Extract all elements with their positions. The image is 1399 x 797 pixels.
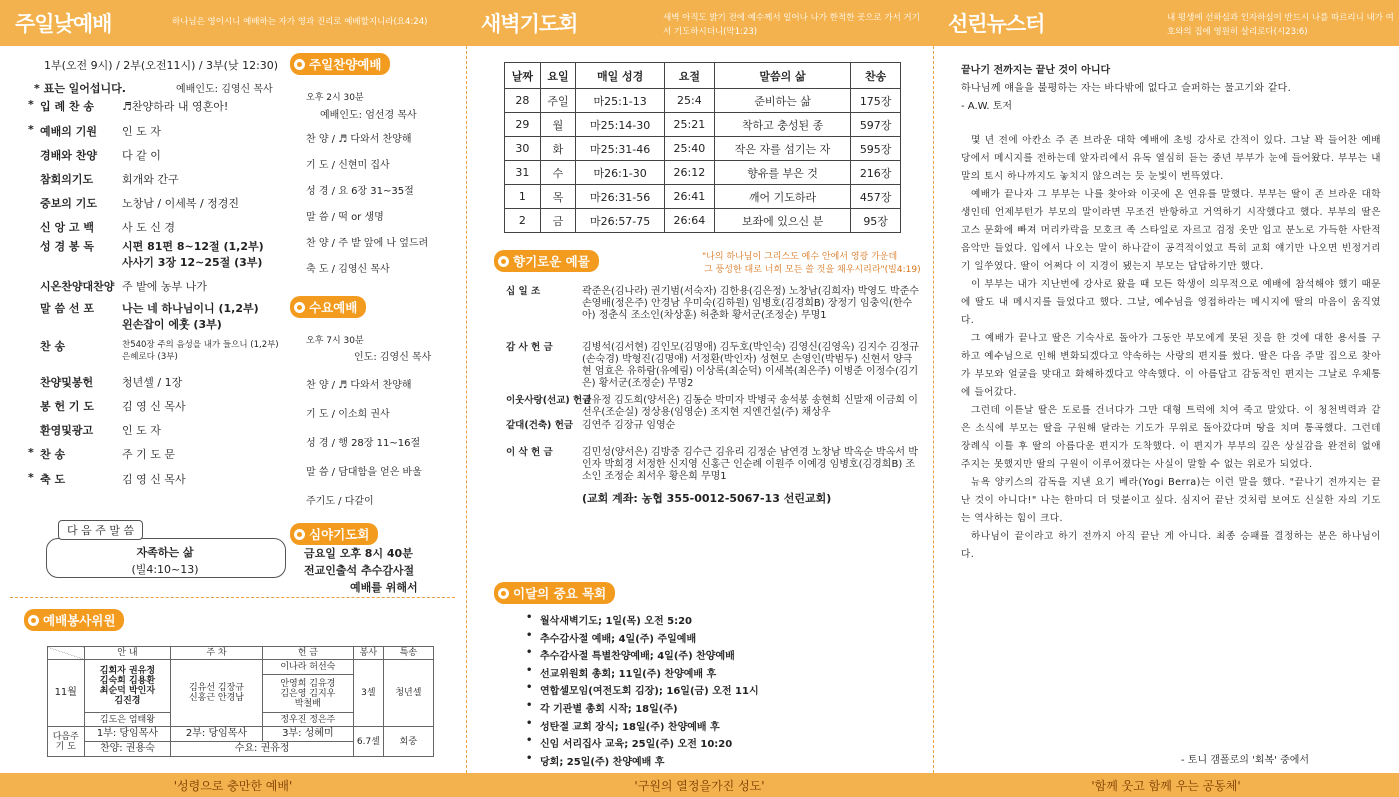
order-item-label: 입 례 찬 송 bbox=[40, 100, 94, 113]
column-heading: 끝나기 전까지는 끝난 것이 아니다 bbox=[961, 65, 1111, 76]
night-prayer-label: 심야기도회 bbox=[290, 523, 378, 545]
dawn-cell: 30 bbox=[505, 137, 541, 161]
column-quote: 하나님께 얘을을 불평하는 자는 바다밖에 없다고 슬퍼하는 물고기와 같다. bbox=[961, 83, 1292, 94]
order-item-label: 참회의기도 bbox=[40, 173, 94, 186]
order-item-label: 말 씀 선 포 bbox=[40, 302, 94, 315]
dawn-title: 새벽기도회 bbox=[481, 12, 578, 36]
footer-1: '성령으로 충만한 예배' bbox=[0, 773, 466, 797]
event-item: • 각 기관별 총회 시작; 18일(주) bbox=[540, 700, 678, 715]
dawn-cell: 216장 bbox=[851, 161, 901, 185]
column-body bbox=[961, 132, 1381, 564]
praise-item: 말 씀 / 떡 or 생명 bbox=[306, 212, 384, 223]
offering-type: 이웃사랑(선교) 헌금 bbox=[506, 395, 592, 406]
dawn-cell: 마25:31-46 bbox=[576, 137, 665, 161]
praise-item: 찬 양 / 주 밭 앞에 나 엎드려 bbox=[306, 238, 429, 249]
offering-names: 김민성(양서은) 김방중 김수근 김유리 김정순 남연경 노창남 박옥순 박옥서 박인자 박희경 서정한 신지영 신홍근 인순례 이원주 이예경 임병호(김경희B) 조소인 조정순 최서우 황은희 무명1 bbox=[582, 447, 918, 482]
dawn-cell: 마26:57-75 bbox=[576, 209, 665, 233]
order-item-label: 성 경 봉 독 bbox=[40, 240, 94, 253]
dawn-cell: 월 bbox=[540, 113, 576, 137]
offering-names: 권유정 김도희(양서은) 김동순 박미자 박병국 송석봉 송현희 신말재 이금희 이선우(조순실) 정상용(임영순) 조지현 지엔건설(주) 채상우 bbox=[582, 395, 918, 418]
offering-verse-2: 그 풍성한 대로 너희 모든 쓸 것을 채우시리라"(빌4:19) bbox=[704, 265, 921, 275]
dawn-cell: 1 bbox=[505, 185, 541, 209]
column-paragraph: 그 예배가 끝나고 딸은 기숙사로 돌아가 그동안 부모에게 못된 짓을 한 것에 대한 용서를 구하고 예수님으로 인해 변화되겠다고 약속하는 사랑의 편지를 썼다. 딸은 다음 주말 집으로 찾아가 부모와 얼굴을 맞대고 화해하겠다고 약속했다. 이 아름답고 감동적인 편지는 그날로 우체통에 들어갔다. bbox=[961, 333, 1381, 398]
order-item-value: 찬540장 주의 음성을 내가 들으니 (1,2부) 은혜로다 (3부) bbox=[122, 340, 279, 362]
wed-time: 오후 7시 30분 bbox=[306, 336, 364, 346]
dawn-row bbox=[505, 209, 901, 233]
order-item-label: 봉 헌 기 도 bbox=[40, 400, 94, 413]
wed-item: 주기도 / 다같이 bbox=[306, 496, 374, 507]
order-item-value: 김 영 신 목사 bbox=[122, 400, 186, 413]
event-item: • 성탄절 교회 장식; 18일(주) 찬양예배 후 bbox=[540, 718, 720, 733]
praise-item: 기 도 / 신현미 집사 bbox=[306, 160, 390, 171]
bank-account: (교회 계좌: 농협 355-0012-5067-13 선린교회) bbox=[582, 492, 832, 505]
column-paragraph: 몇 년 전에 아칸소 주 존 브라운 대학 예배에 초빙 강사로 간적이 있다. 그날 꽉 들어찬 예배당에서 메시지를 전하는데 앞자리에서 유독 열심히 듣는 중년 부부가 눈에 들어왔다. 부부는 내 말의 토시 하나까지도 놓치지 않으려는 듯 눈빛이 번뜩였다. bbox=[961, 135, 1381, 182]
dawn-cell: 26:41 bbox=[664, 185, 714, 209]
dawn-cell: 화 bbox=[540, 137, 576, 161]
column-source: - 토니 갬폴로의 '회복' 중에서 bbox=[1181, 755, 1310, 766]
footer-2: '구원의 열정을가진 성도' bbox=[466, 773, 933, 797]
dawn-cell: 31 bbox=[505, 161, 541, 185]
dawn-cell: 수 bbox=[540, 161, 576, 185]
offering-verse-1: "나의 하나님이 그리스도 예수 안에서 영광 가운데 bbox=[702, 252, 898, 262]
sunday-title: 주일낮예배 bbox=[15, 12, 112, 36]
wed-item: 기 도 / 이소희 권사 bbox=[306, 409, 390, 420]
dawn-cell: 준비하는 삶 bbox=[714, 89, 850, 113]
standing-mark: * bbox=[28, 123, 34, 136]
dawn-cell: 깨어 기도하라 bbox=[714, 185, 850, 209]
order-item-value: 다 같 이 bbox=[122, 149, 161, 162]
dawn-cell: 175장 bbox=[851, 89, 901, 113]
wed-item: 찬 양 / ♬ 다와서 찬양해 bbox=[306, 380, 412, 391]
offering-names: 김병석(김서현) 김인모(김명애) 김두호(박인숙) 김영신(김영옥) 김지수 김정규(손숙경) 박형진(김명애) 서정환(박인자) 성현모 손영인(박범두) 신현서 양극현 엄효은 유하람(유예림) 이상록(최순덕) 이세복(최은주) 이병준 이정수(김기은) 황서군(조정순) 무명2 bbox=[582, 342, 919, 389]
order-item-value: 주 기 도 문 bbox=[122, 448, 175, 461]
dawn-cell: 주일 bbox=[540, 89, 576, 113]
offering-type: 감 사 헌 금 bbox=[506, 342, 553, 353]
dawn-cell: 마25:1-13 bbox=[576, 89, 665, 113]
dawn-cell: 595장 bbox=[851, 137, 901, 161]
dawn-table bbox=[504, 62, 901, 233]
dawn-verse: 새벽 아직도 밝기 전에 예수께서 일어나 나가 한적한 곳으로 가서 거기서 기도하시더니(막1:23) bbox=[663, 13, 920, 37]
dawn-cell: 29 bbox=[505, 113, 541, 137]
dawn-cell: 28 bbox=[505, 89, 541, 113]
volunteers-label: 예배봉사위원 bbox=[24, 609, 124, 631]
order-item-value: 인 도 자 bbox=[122, 424, 161, 437]
order-item-value: 주 밭에 농부 나가 bbox=[122, 280, 207, 293]
order-item-label: 환영및광고 bbox=[40, 424, 94, 437]
dawn-cell: 457장 bbox=[851, 185, 901, 209]
column-verse: 내 평생에 선하심과 인자하심이 반드시 나를 따르리니 내가 여호와의 집에 영원히 살리로다(시23:6) bbox=[1167, 13, 1394, 37]
offering-type: 같대(건축) 헌금 bbox=[506, 420, 574, 431]
offering-names: 곽준은(김나라) 권기범(서숙자) 김한용(김은정) 노창남(김희자) 박영도 박준수 손영배(정은주) 안경남 우미숙(김하원) 임병호(김경희B) 장정기 임충익(한수아) 정춘식 조소인(차상훈) 허춘화 황서군(조정순) 무명1 bbox=[582, 286, 919, 321]
order-item-label: 찬 송 bbox=[40, 340, 66, 353]
dawn-row bbox=[505, 185, 901, 209]
dawn-column-header: 매일 성경 bbox=[576, 63, 665, 89]
column-paragraph: 이 부부는 내가 지난번에 강사로 왔을 때 모든 학생이 의무적으로 예배에 참석해야 했기 때문에 딸도 내 메시지를 들었다고 했다. 그날, 예수님을 영접하라는 메시지에 딸의 마음이 움직였다. bbox=[961, 279, 1381, 326]
order-item-label: 신 앙 고 백 bbox=[40, 221, 94, 234]
order-item-value: 시편 81편 8~12절 (1,2부) 사사기 3장 12~25절 (3부) bbox=[122, 240, 264, 269]
sunday-panel bbox=[0, 0, 466, 797]
standing-mark: * bbox=[28, 446, 34, 459]
wednesday-label: 수요예배 bbox=[290, 296, 366, 318]
divider bbox=[10, 597, 455, 598]
praise-leader: 예배인도: 엄선경 목사 bbox=[320, 110, 417, 121]
praise-service-label: 주일찬양예배 bbox=[290, 53, 390, 75]
dawn-header bbox=[466, 0, 933, 46]
column-quote-author: - A.W. 토저 bbox=[961, 101, 1013, 112]
order-item-value: 사 도 신 경 bbox=[122, 221, 175, 234]
dawn-cell: 마25:14-30 bbox=[576, 113, 665, 137]
column-paragraph: 그런데 이튿날 딸은 도로를 건너다가 그만 대형 트럭에 치여 죽고 말았다. 이 청천벽력과 같은 소식에 부모는 딸을 구원해 달라는 기도가 무위로 돌아갔다며 땅을 치며 통곡했다. 그런데 장례식 이틀 후 딸의 아름다운 편지가 도착했다. 이 편지가 부부의 깊은 상실감을 완전히 없애 주지는 못했지만 딸의 구원이 이루어졌다는 사실이 말할 수 없는 위로가 되었다. bbox=[961, 405, 1381, 470]
event-item: • 당회; 25일(주) 찬양예배 후 bbox=[540, 753, 664, 768]
order-item-value: ♬찬양하라 내 영혼아! bbox=[122, 100, 229, 113]
event-item: • 추수감사절 특별찬양예배; 4일(주) 찬양예배 bbox=[540, 647, 735, 662]
event-item: • 추수감사절 예배; 4일(주) 주일예배 bbox=[540, 630, 696, 645]
dawn-cell: 597장 bbox=[851, 113, 901, 137]
order-item-value: 청년셀 / 1장 bbox=[122, 376, 183, 389]
event-item: • 선교위원회 총회; 11일(주) 찬양예배 후 bbox=[540, 665, 716, 680]
dawn-cell: 2 bbox=[505, 209, 541, 233]
order-item-label: 찬 송 bbox=[40, 448, 66, 461]
service-times: 1부(오전 9시) / 2부(오전11시) / 3부(낮 12:30) bbox=[44, 59, 279, 72]
dawn-cell: 보좌에 있으신 분 bbox=[714, 209, 850, 233]
offering-type: 이 삭 헌 금 bbox=[506, 447, 553, 458]
next-sermon-ref: (빌4:10~13) bbox=[131, 563, 199, 576]
order-item-label: 예배의 기원 bbox=[40, 125, 97, 138]
dawn-cell: 향유를 부은 것 bbox=[714, 161, 850, 185]
praise-item: 성 경 / 요 6장 31~35절 bbox=[306, 186, 414, 197]
praise-time: 오후 2시 30분 bbox=[306, 93, 364, 103]
next-sermon-title: 자족하는 삶 bbox=[136, 546, 194, 559]
order-item-label: 중보의 기도 bbox=[40, 197, 97, 210]
event-item: • 월삭새벽기도; 1일(목) 오전 5:20 bbox=[540, 612, 692, 627]
offering-label: 향기로운 예물 bbox=[494, 250, 599, 272]
dawn-cell: 작은 자를 섬기는 자 bbox=[714, 137, 850, 161]
order-item-value: 노창남 / 이세복 / 정경진 bbox=[122, 197, 240, 210]
wed-item: 성 경 / 행 28장 11~16절 bbox=[306, 438, 421, 449]
dawn-cell: 25:21 bbox=[664, 113, 714, 137]
sunday-leader: 예배인도: 김영신 목사 bbox=[176, 84, 273, 95]
volunteers-table: 안 내 주 차 헌 금 봉사 특송 11월 김회자 권유정 김숙희 김용환 최순덕 박인자 김진경 김유선 김장규 신홍근 안경남 이나라 허선숙 3셀 청년셀 안영희 김유경 김은영 김지우 박철배 김도은 엄태왕 정우진 정은주 다음주 기 도 1부: 당임목사 2부: 당임목사 3부: 성혜미 6.7셀 회중 찬양: 권용숙 수요: 권유정 bbox=[47, 646, 434, 757]
offering-type: 십 일 조 bbox=[506, 286, 541, 297]
night-line3: 예배를 위해서 bbox=[350, 581, 418, 594]
sunday-verse: 하나님은 영이시니 예배하는 자가 영과 진리로 예배할지니라(요4:24) bbox=[172, 17, 428, 27]
dawn-column-header: 찬송 bbox=[851, 63, 901, 89]
dawn-row bbox=[505, 89, 901, 113]
column-paragraph: 예배가 끝나자 그 부부는 나를 찾아와 이곳에 온 연유를 말했다. 부부는 딸이 존 브라운 대학생인데 언제부턴가 부모의 말이라면 무조건 반항하고 거역하기 시작했다고 했다. 부부의 딸은 고스 문화에 빠져 머리카락을 모호크 족 스타일로 자르고 검정 옷만 입고 분노로 가득한 사탄적 음악만 들었다. 입에서 나오는 말이 하나같이 공격적이었고 특히 교회 얘기만 나오면 빈정거리기 일쑤였다. 딸이 어쩌다 이 지경이 됐는지 부모는 답답하기만 했다. bbox=[961, 189, 1381, 272]
column-panel bbox=[933, 0, 1399, 797]
dawn-cell: 착하고 충성된 종 bbox=[714, 113, 850, 137]
order-item-label: 경배와 찬양 bbox=[40, 149, 97, 162]
offering-names: 김연주 김장규 임영순 bbox=[582, 420, 676, 431]
column-title: 선린뉴스터 bbox=[948, 12, 1045, 36]
order-item-value: 김 영 신 목사 bbox=[122, 473, 186, 486]
praise-item: 찬 양 / ♬ 다와서 찬양해 bbox=[306, 134, 412, 145]
dawn-cell: 마26:31-56 bbox=[576, 185, 665, 209]
event-item: • 연합셀모임(여전도회 김장); 16일(금) 오전 11시 bbox=[540, 682, 759, 697]
wed-leader: 인도: 김영신 목사 bbox=[354, 352, 432, 363]
wed-item: 말 씀 / 담대함을 얻은 바울 bbox=[306, 467, 422, 478]
dawn-column-header: 말씀의 삶 bbox=[714, 63, 850, 89]
next-sermon-label: 다 음 주 말 씀 bbox=[58, 520, 143, 540]
dawn-column-header: 날짜 bbox=[505, 63, 541, 89]
dawn-row bbox=[505, 161, 901, 185]
dawn-cell: 26:12 bbox=[664, 161, 714, 185]
footer-3: '함께 웃고 함께 우는 공동체' bbox=[933, 773, 1399, 797]
dawn-column-header: 요일 bbox=[540, 63, 576, 89]
order-item-label: 찬양및봉헌 bbox=[40, 376, 94, 389]
column-paragraph: 하나님이 끝이라고 하기 전까지 아직 끝난 게 아니다. 최종 승패를 결정하는 분은 하나님이다. bbox=[961, 531, 1381, 560]
events-label: 이달의 중요 목회 bbox=[494, 582, 615, 604]
dawn-cell: 25:4 bbox=[664, 89, 714, 113]
night-line1: 금요일 오후 8시 40분 bbox=[304, 547, 413, 560]
dawn-column-header: 요절 bbox=[664, 63, 714, 89]
event-item: • 신임 서리집사 교육; 25일(주) 오전 10:20 bbox=[540, 735, 732, 750]
dawn-cell: 95장 bbox=[851, 209, 901, 233]
column-paragraph: 뉴욕 양키스의 감독을 지낸 요기 베라(Yogi Berra)는 이런 말을 했다. "끝나기 전까지는 끝난 것이 아니다!" 나는 한마디 더 덧붙이고 싶다. 심지어 끝난 것처럼 보여도 신실한 자의 기도는 역사하는 힘이 크다. bbox=[961, 477, 1381, 524]
dawn-row bbox=[505, 113, 901, 137]
order-item-value: 회개와 간구 bbox=[122, 173, 179, 186]
order-item-value: 나는 네 하나님이니 (1,2부) 왼손잡이 에훗 (3부) bbox=[122, 302, 259, 331]
order-item-label: 축 도 bbox=[40, 473, 66, 486]
order-item-value: 인 도 자 bbox=[122, 125, 161, 138]
column-header bbox=[933, 0, 1399, 46]
order-item-label: 시온찬양대찬양 bbox=[40, 280, 115, 293]
night-line2: 전교인출석 추수감사절 bbox=[304, 564, 415, 577]
standing-note: * 표는 일어섭니다. bbox=[34, 82, 126, 95]
dawn-cell: 25:40 bbox=[664, 137, 714, 161]
sunday-header bbox=[0, 0, 466, 46]
dawn-cell: 26:64 bbox=[664, 209, 714, 233]
dawn-cell: 마26:1-30 bbox=[576, 161, 665, 185]
praise-item: 축 도 / 김영신 목사 bbox=[306, 264, 390, 275]
dawn-cell: 금 bbox=[540, 209, 576, 233]
standing-mark: * bbox=[28, 471, 34, 484]
standing-mark: * bbox=[28, 98, 34, 111]
dawn-cell: 목 bbox=[540, 185, 576, 209]
dawn-row bbox=[505, 137, 901, 161]
